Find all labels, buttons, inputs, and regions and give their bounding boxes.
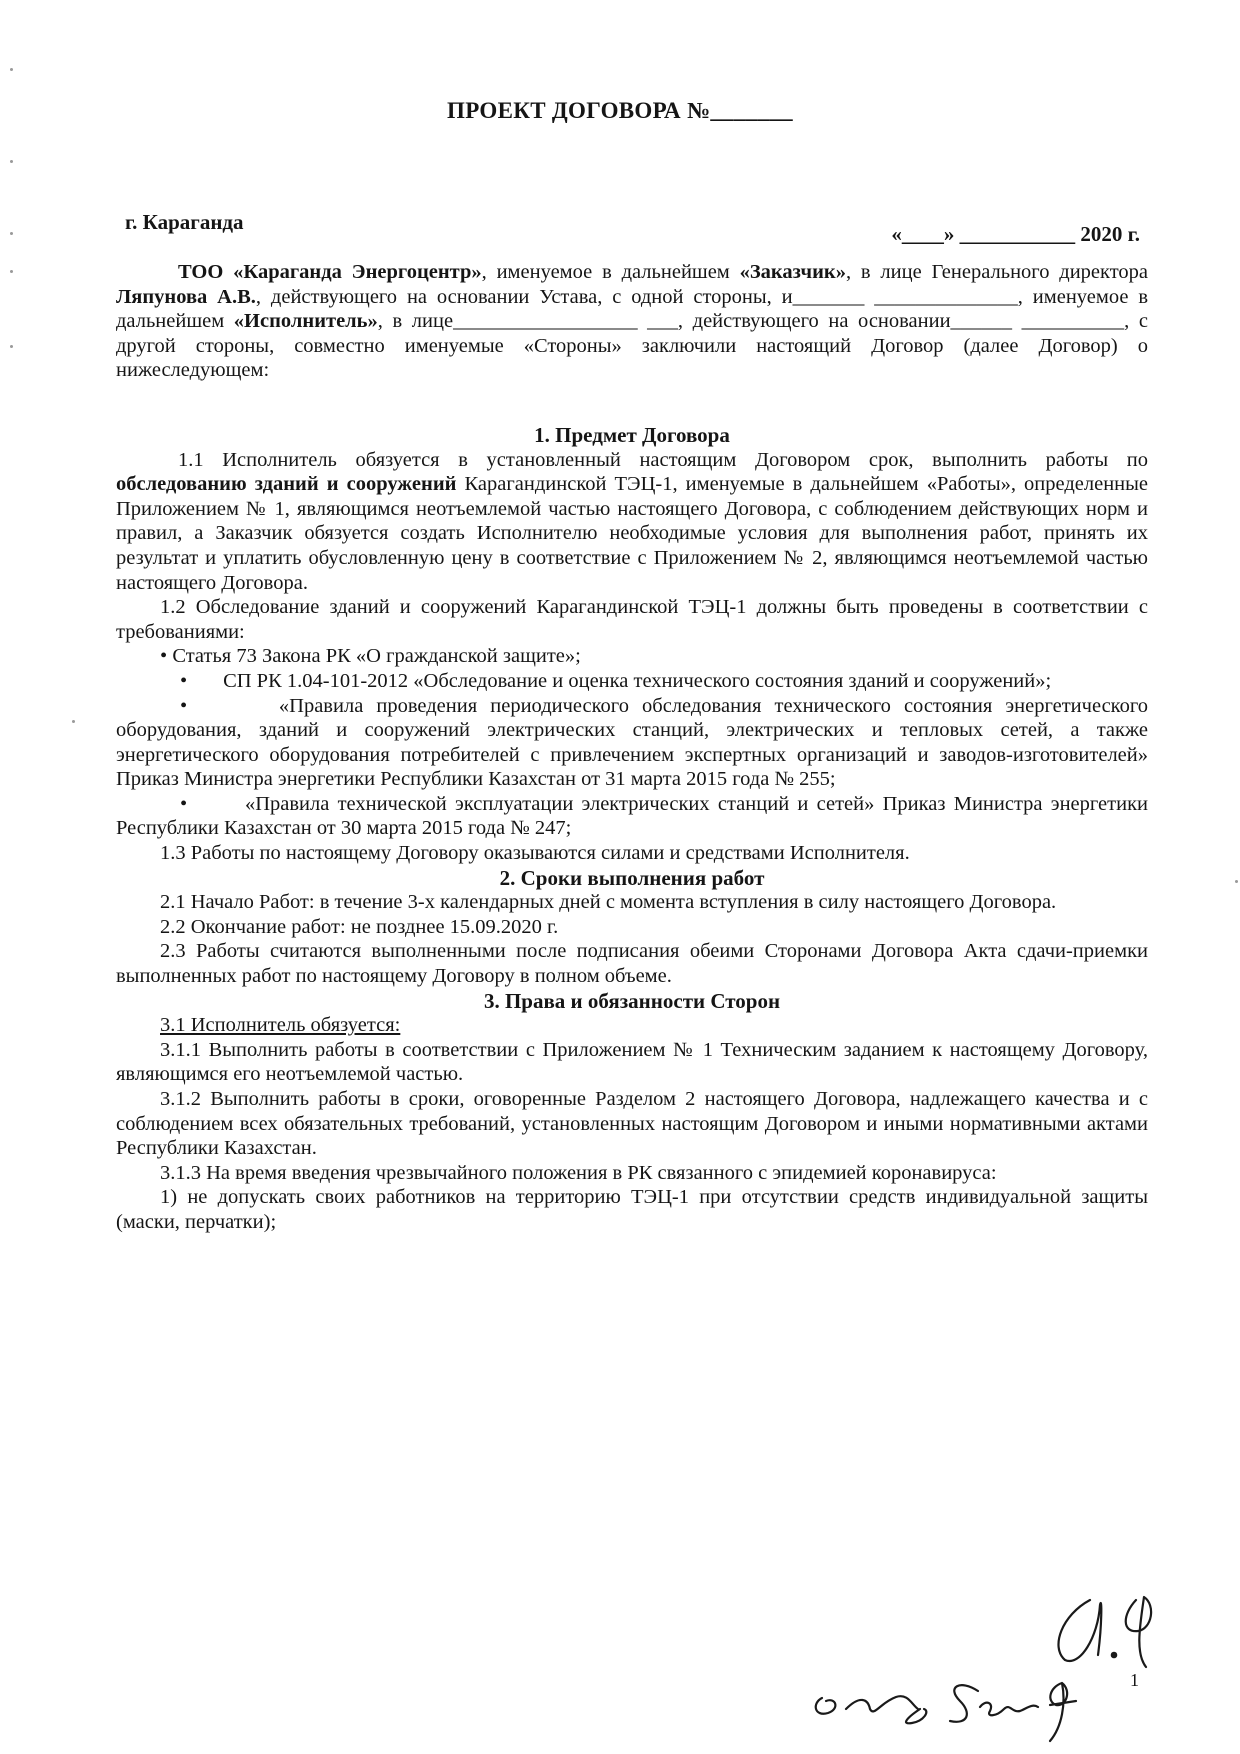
section-heading: 2. Сроки выполнения работ	[499, 865, 765, 890]
clause-2-3: 2.3 Работы считаются выполненными после подписания обеими Сторонами Договора Акта сдачи-приемки выполненных работ по настоящему Договору в полном объеме.	[116, 940, 1148, 988]
scan-speck	[72, 720, 75, 723]
scan-speck	[10, 345, 13, 348]
bullet-icon: •	[180, 669, 224, 692]
scan-speck	[10, 68, 13, 71]
document-body	[116, 260, 1148, 1235]
bullet-icon: •	[180, 792, 245, 815]
scan-speck	[10, 270, 13, 273]
clause-3-1-1: 3.1.1 Выполнить работы в соответствии с Приложением № 1 Техническим заданием к настоящему Договору, являющимся его неотъемлемой частью.	[116, 1038, 1148, 1086]
city: г. Караганда	[125, 210, 244, 234]
bullet-item	[116, 792, 1148, 841]
bullet-icon: •	[180, 694, 279, 717]
preamble-part: «Исполнитель»	[233, 310, 378, 333]
subsection-3-1	[116, 1013, 1148, 1038]
bullet-item	[116, 669, 1148, 694]
clause-2-2: 2.2 Окончание работ: не позднее 15.09.2020 г.	[160, 915, 559, 938]
clause-part: 1.1 Исполнитель обязуется в установленный настоящим Договором срок, выполнить работы по	[178, 448, 1148, 471]
bullet-item	[116, 644, 1148, 669]
clause-3-1-3: 3.1.3 На время введения чрезвычайного положения в РК связанного с эпидемией коронавируса:	[160, 1161, 997, 1184]
clause-part: обследованию зданий и сооружений	[116, 473, 457, 496]
subsection-title: 3.1 Исполнитель обязуется:	[160, 1014, 401, 1037]
bullet-text: СП РК 1.04-101-2012 «Обследование и оценка технического состояния зданий и сооружений»;	[223, 669, 1052, 692]
scan-speck	[10, 160, 13, 163]
preamble-part: , в лице__________________ ___, действующего на основании______ __________, с другой стороны, совместно именуемые «Стороны» заключили настоящий Договор (далее Договор) о нижеследующем:	[116, 310, 1148, 382]
handwritten-signature	[800, 1575, 1210, 1745]
scan-speck	[10, 232, 13, 235]
preamble-part: , в лице Генерального директора	[845, 261, 1148, 283]
preamble	[116, 260, 1148, 383]
bullet-text: «Правила технической эксплуатации электрических станций и сетей» Приказ Министра энергетики Республики Казахстан от 30 марта 2015 года № 247;	[116, 792, 1148, 840]
bullet-item	[116, 694, 1148, 792]
clause-part: Карагандинской ТЭЦ-1, именуемые в дальнейшем «Работы», определенные Приложением № 1, являющимся неотъемлемой частью настоящего Договора, с соблюдением действующих норм и правил, а Заказчик обязуется создать Исполнителю необходимые условия для выполнения работ, принять их результат и уплатить обусловленную цену в соответствие с Приложением № 2, являющимся неотъемлемой частью настоящего Договора.	[116, 473, 1149, 594]
bullet-text: Статья 73 Закона РК «О гражданской защите»;	[172, 645, 581, 668]
document-title: ПРОЕКТ ДОГОВОРА №_______	[447, 98, 793, 123]
preamble-part: Ляпунова А.В.	[116, 285, 256, 308]
bullet-icon: •	[160, 645, 173, 668]
list-item: 1) не допускать своих работников на территорию ТЭЦ-1 при отсутствии средств индивидуальной защиты (маски, перчатки);	[116, 1186, 1148, 1233]
clause-1-2: 1.2 Обследование зданий и сооружений Карагандинской ТЭЦ-1 должны быть проведены в соответствии с требованиями:	[116, 596, 1148, 643]
preamble-part: , именуемое в дальнейшем	[481, 261, 740, 283]
preamble-part: , действующего на основании Устава, с одной стороны, и_______ ______________, именуемое в дальнейшем	[116, 285, 1148, 333]
section-heading: 1. Предмет Договора	[534, 422, 730, 447]
contract-date: «____» ___________ 2020 г.	[891, 222, 1140, 246]
section-heading: 3. Права и обязанности Сторон	[483, 988, 781, 1013]
preamble-part: «Заказчик»	[739, 261, 846, 283]
bullet-text: «Правила проведения периодического обследования технического состояния энергетического оборудования, зданий и сооружений электрических станций, электрических и тепловых сетей, а также энергетического оборудования потребителей с привлечением экспертных организаций и заводов-изготовителей» Приказ Министра энергетики Республики Казахстан от 31 марта 2015 года № 255;	[116, 694, 1148, 791]
page-number: 1	[1130, 1670, 1139, 1690]
preamble-part: ТОО «Караганда Энергоцентр»	[178, 261, 482, 283]
scan-speck	[1235, 880, 1238, 883]
clause-2-1: 2.1 Начало Работ: в течение 3-х календарных дней с момента вступления в силу настоящего Договора.	[160, 891, 1057, 914]
clause-1-1	[116, 448, 1148, 596]
clause-3-1-2: 3.1.2 Выполнить работы в сроки, оговоренные Разделом 2 настоящего Договора, надлежащего качества и с соблюдением всех обязательных требований, установленных настоящим Договором и иными нормативными актами Республики Казахстан.	[116, 1088, 1148, 1160]
clause-1-3: 1.3 Работы по настоящему Договору оказываются силами и средствами Исполнителя.	[160, 842, 910, 865]
